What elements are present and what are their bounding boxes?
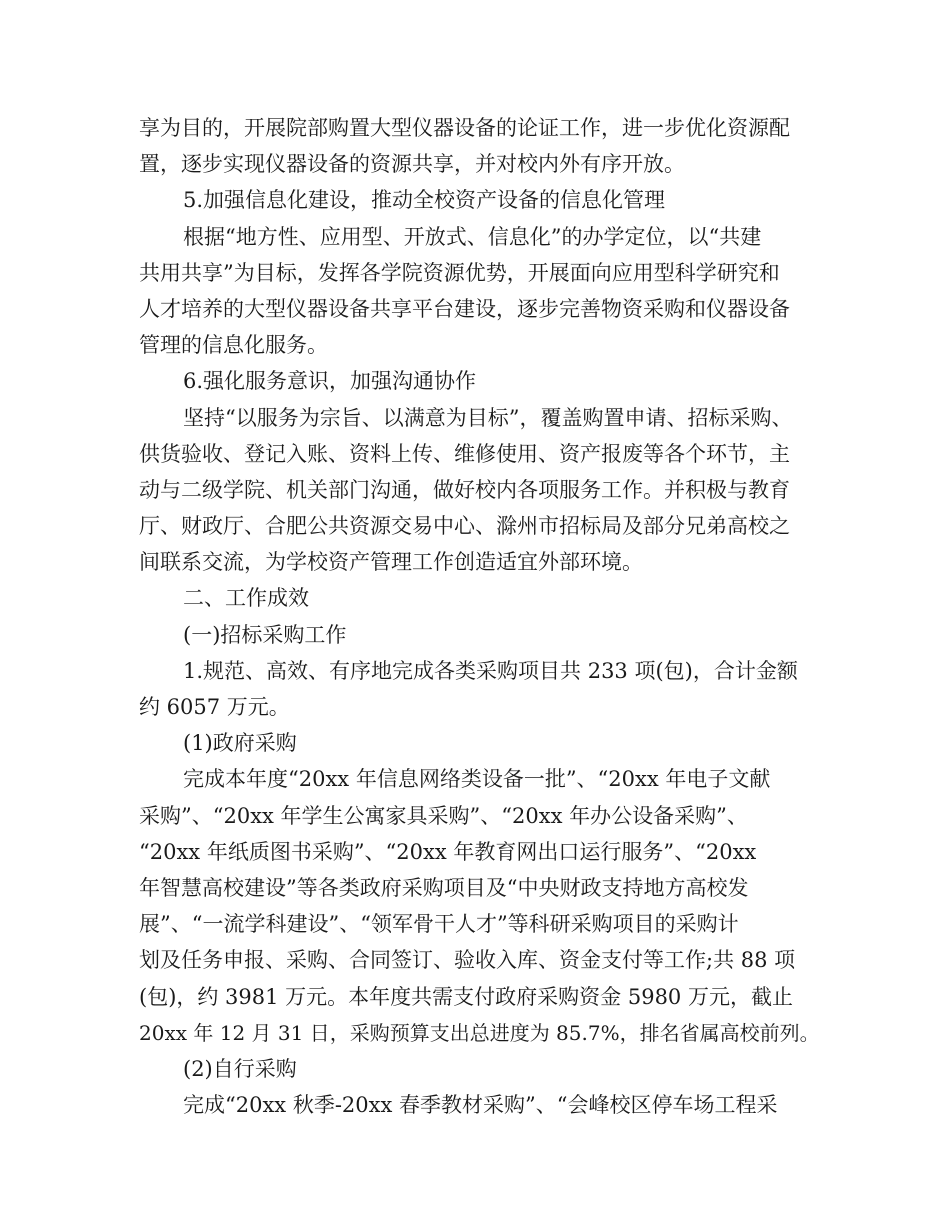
text-line: 坚持“以服务为宗旨、以满意为目标”，覆盖购置申请、招标采购、 — [183, 405, 793, 430]
text-line: 年智慧高校建设”等各类政府采购项目及“中央财政支持地方高校发 — [139, 875, 749, 900]
text-line: 二、工作成效 — [183, 586, 309, 611]
text-line: 完成“20xx 秋季-20xx 春季教材采购”、“会峰校区停车场工程采 — [183, 1093, 778, 1118]
text-line: 享为目的，开展院部购置大型仪器设备的论证工作，进一步优化资源配 — [139, 116, 790, 140]
text-line: (包)，约 3981 万元。本年度共需支付政府采购资金 5980 万元，截止 — [139, 984, 793, 1009]
text-line: 厅、财政厅、合肥公共资源交易中心、滁州市招标局及部分兄弟高校之 — [139, 514, 790, 539]
document-body — [139, 110, 819, 1123]
text-line: 完成本年度“20xx 年信息网络类设备一批”、“20xx 年电子文献 — [183, 767, 771, 792]
text-line: 人才培养的大型仪器设备共享平台建设，逐步完善物资采购和仪器设备 — [139, 296, 790, 321]
text-line: 20xx 年 12 月 31 日，采购预算支出总进度为 85.7%，排名省属高校前列。 — [139, 1020, 820, 1045]
text-line: 约 6057 万元。 — [139, 695, 290, 719]
text-line: “20xx 年纸质图书采购”、“20xx 年教育网出口运行服务”、“20xx — [139, 839, 757, 864]
text-line: 置，逐步实现仪器设备的资源共享，并对校内外有序开放。 — [139, 152, 685, 177]
text-line: 管理的信息化服务。 — [139, 333, 328, 358]
text-line: 划及任务申报、采购、合同签订、验收入库、资金支付等工作;共 88 项 — [139, 948, 796, 973]
text-line: 间联系交流，为学校资产管理工作创造适宜外部环境。 — [139, 550, 643, 575]
text-line: 展”、“一流学科建设”、“领军骨干人才”等科研采购项目的采购计 — [139, 912, 739, 937]
text-line: (1)政府采购 — [183, 731, 297, 756]
text-line: 5.加强信息化建设，推动全校资产设备的信息化管理 — [183, 188, 666, 213]
text-line: 6.强化服务意识，加强沟通协作 — [183, 369, 477, 394]
text-line: 根据“地方性、应用型、开放式、信息化”的办学定位，以“共建 — [183, 224, 762, 249]
text-line: 供货验收、登记入账、资料上传、维修使用、资产报废等各个环节，主 — [139, 441, 790, 466]
text-line: 动与二级学院、机关部门沟通，做好校内各项服务工作。并积极与教育 — [139, 477, 790, 502]
text-line: (2)自行采购 — [183, 1056, 297, 1081]
text-line: 采购”、“20xx 年学生公寓家具采购”、“20xx 年办公设备采购”、 — [139, 803, 748, 828]
text-line: 共用共享”为目标，发挥各学院资源优势，开展面向应用型科学研究和 — [139, 260, 780, 285]
text-line: 1.规范、高效、有序地完成各类采购项目共 233 项(包)，合计金额 — [183, 658, 798, 683]
text-line: (一)招标采购工作 — [183, 622, 347, 647]
